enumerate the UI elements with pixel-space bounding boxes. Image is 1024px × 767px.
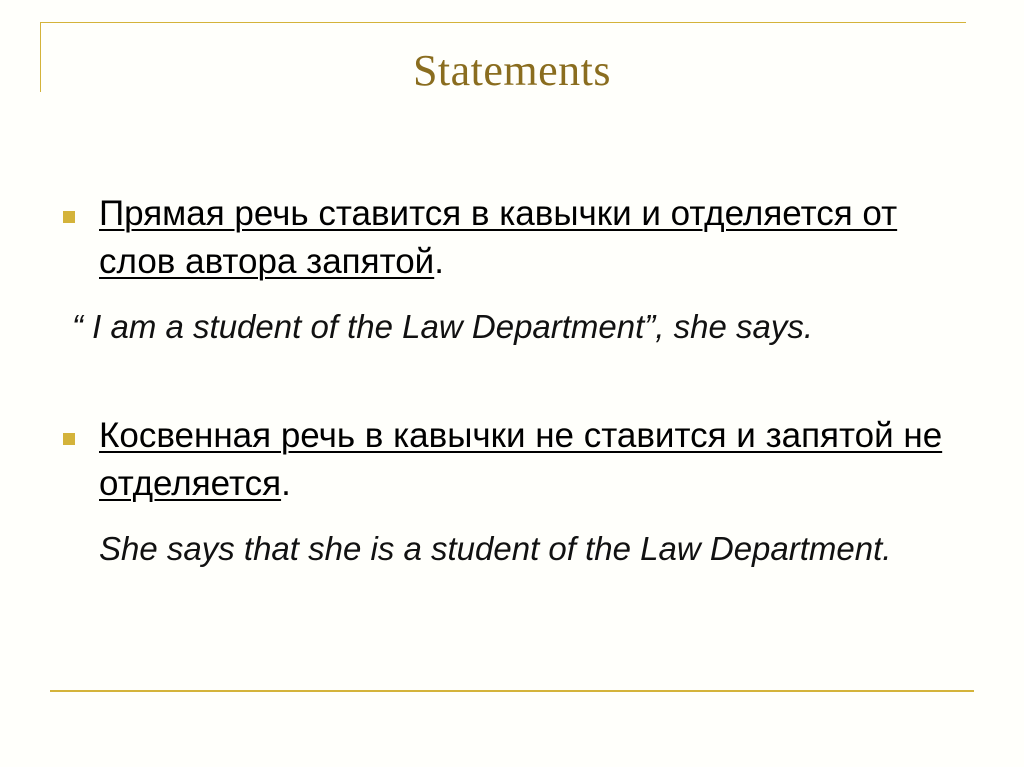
bullet-text bbox=[99, 190, 959, 286]
square-bullet-icon bbox=[63, 433, 75, 445]
frame-top-line bbox=[40, 22, 966, 23]
bullet-main-text: Прямая речь ставится в кавычки и отделяется от слов автора запятой bbox=[99, 194, 898, 281]
frame-bottom-line bbox=[50, 690, 974, 692]
bullet-tail: . bbox=[281, 464, 291, 503]
bullet-tail: . bbox=[434, 242, 444, 281]
slide-title: Statements bbox=[412, 46, 612, 95]
example-direct-speech: “ I am a student of the Law Department”, she says. bbox=[72, 308, 814, 345]
bullet-text bbox=[99, 412, 959, 508]
example-indirect-speech: She says that she is a student of the Law Department. bbox=[99, 530, 892, 567]
square-bullet-icon bbox=[63, 211, 75, 223]
bullet-main-text: Косвенная речь в кавычки не ставится и запятой не отделяется bbox=[99, 416, 943, 503]
